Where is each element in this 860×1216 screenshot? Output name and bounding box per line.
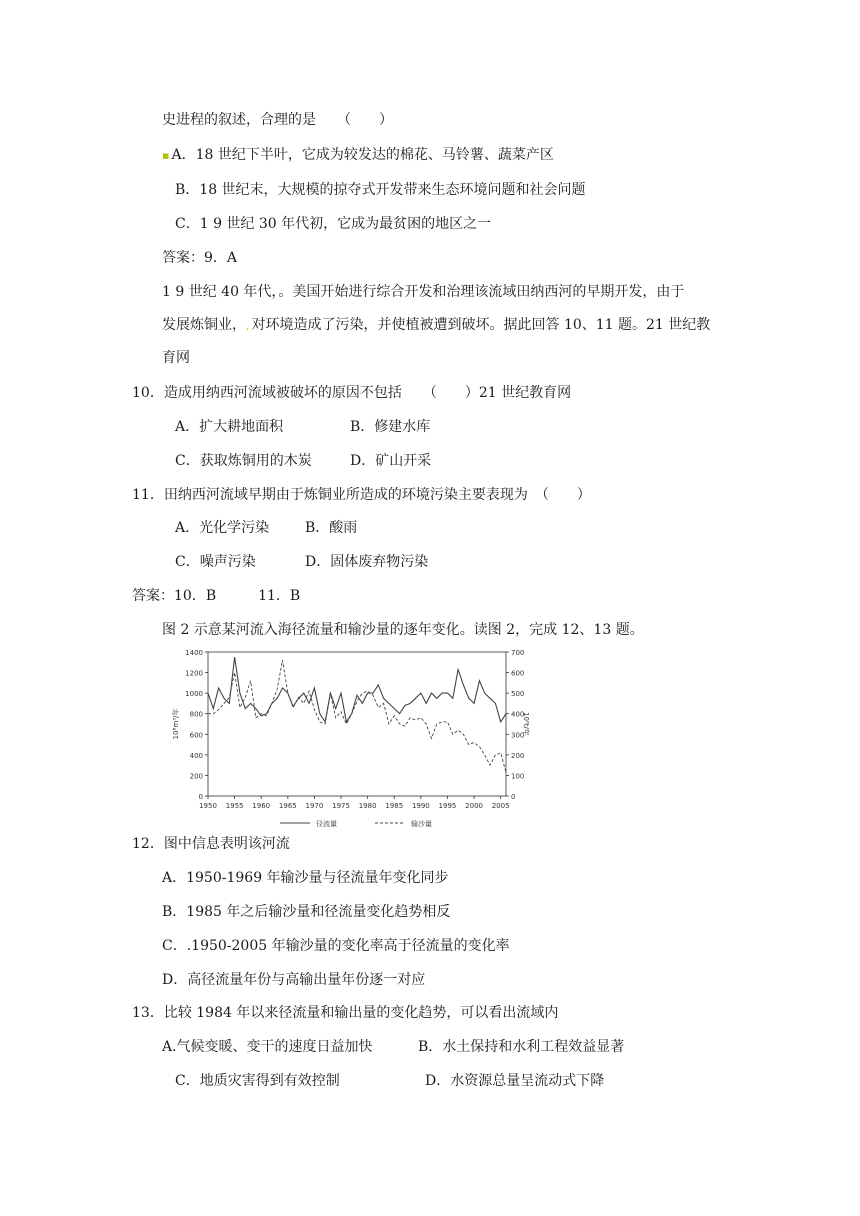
option-line: [162, 145, 554, 166]
y-left-tick-label: 1000: [185, 690, 203, 699]
option-c: C．.1950-2005 年输沙量的变化率高于径流量的变化率: [162, 938, 510, 954]
text-line: 史进程的叙述，合理的是 （ ）: [162, 112, 393, 128]
x-tick-label: 2005: [491, 802, 510, 810]
option-b: B．修建水库: [350, 419, 431, 435]
option-d: D．固体废弃物污染: [305, 554, 429, 570]
option-a: A．光化学污染: [175, 520, 270, 536]
y-right-tick-label: 100: [511, 772, 525, 781]
chart-axes: [171, 649, 530, 810]
figure-intro: 图 2 示意某河流入海径流量和输沙量的逐年变化。读图 2，完成 12、13 题。: [162, 622, 644, 638]
option-c: C．地质灾害得到有效控制: [175, 1073, 340, 1089]
question-11: 11．田纳西河流域早期由于炼铜业所造成的环境污染主要表现为 （ ）: [132, 487, 591, 503]
x-tick-label: 2000: [465, 802, 483, 810]
runoff-series-line: [208, 657, 506, 722]
x-tick-label: 1995: [438, 802, 457, 810]
text-segment: 对环境造成了污染，并使植被遭到破坏。据此回答 10、11 题。21 世纪教: [251, 317, 711, 333]
x-tick-label: 1960: [252, 802, 271, 810]
sediment-series-line: [208, 660, 506, 772]
y-right-axis-label: 10⁶t/年: [522, 712, 530, 736]
x-tick-label: 1950: [199, 802, 217, 810]
marker-icon: ,: [246, 319, 250, 332]
plot-frame: [208, 652, 506, 796]
question-10: 10．造成用纳西河流域被破坏的原因不包括 （ ）21 世纪教育网: [132, 385, 572, 401]
legend-label: 输沙量: [411, 820, 432, 828]
question-12: 12．图中信息表明该河流: [132, 836, 290, 852]
chart-legend: [280, 819, 432, 828]
y-left-tick-label: 400: [189, 751, 203, 760]
option-a: A.气候变暖、变干的速度日益加快: [162, 1039, 373, 1055]
option-b: B．酸雨: [305, 520, 358, 536]
y-right-tick-label: 200: [511, 751, 525, 760]
option-b: B．1985 年之后输沙量和径流量变化趋势相反: [162, 904, 451, 920]
y-right-tick-label: 400: [511, 710, 525, 719]
x-tick-label: 1980: [358, 802, 377, 810]
y-right-tick-label: 600: [511, 669, 525, 678]
answer-line: 答案：10．B 11．B: [132, 588, 301, 604]
text-segment: 发展炼铜业，: [162, 317, 246, 333]
y-left-tick-label: 1200: [185, 669, 203, 678]
answer-line: 答案：9．A: [162, 250, 238, 266]
text-line: [162, 315, 710, 336]
text-line: 1 9 世纪 40 年代，。美国开始进行综合开发和治理该流域田纳西河的早期开发，由于: [162, 284, 685, 300]
y-left-tick-label: 600: [189, 731, 203, 740]
option-d: D．水资源总量呈流动式下降: [425, 1073, 605, 1089]
y-left-tick-label: 800: [189, 710, 203, 719]
option-d: D．矿山开采: [350, 453, 432, 469]
marker-icon: ▪: [162, 149, 170, 162]
y-left-tick-label: 1400: [185, 649, 203, 657]
y-left-tick-label: 200: [189, 772, 203, 781]
y-left-tick-label: 0: [198, 793, 203, 801]
runoff-sediment-chart: [170, 642, 530, 832]
option-a: A．扩大耕地面积: [175, 419, 284, 435]
y-left-axis-label: 10⁸m³/年: [172, 708, 180, 740]
x-tick-label: 1955: [225, 802, 244, 810]
option-b: B．水土保持和水利工程效益显著: [418, 1039, 625, 1055]
x-tick-label: 1965: [278, 802, 297, 810]
legend-label: 径流量: [316, 820, 337, 828]
x-tick-label: 1985: [385, 802, 404, 810]
option-text: A．18 世纪下半叶，它成为较发达的棉花、马铃薯、蔬菜产区: [171, 147, 554, 163]
chart-series: [208, 657, 506, 772]
y-right-tick-label: 500: [511, 690, 525, 699]
option-d: D．高径流量年份与高输出量年份逐一对应: [162, 972, 426, 988]
option-c: C．获取炼铜用的木炭: [175, 453, 312, 469]
option-line: C．1 9 世纪 30 年代初，它成为最贫困的地区之一: [175, 216, 492, 232]
option-line: B．18 世纪末，大规模的掠夺式开发带来生态环境问题和社会问题: [175, 182, 586, 198]
x-tick-label: 1970: [305, 802, 324, 810]
option-c: C．噪声污染: [175, 554, 256, 570]
option-a: A．1950-1969 年输沙量与径流量年变化同步: [162, 870, 449, 886]
text-line: 育网: [162, 350, 190, 366]
x-tick-label: 1990: [411, 802, 430, 810]
x-tick-label: 1975: [332, 802, 350, 810]
y-right-tick-label: 300: [511, 731, 525, 740]
question-13: 13．比较 1984 年以来径流量和输出量的变化趋势，可以看出流域内: [132, 1005, 559, 1021]
y-right-tick-label: 700: [511, 649, 525, 657]
y-right-tick-label: 0: [511, 793, 516, 801]
